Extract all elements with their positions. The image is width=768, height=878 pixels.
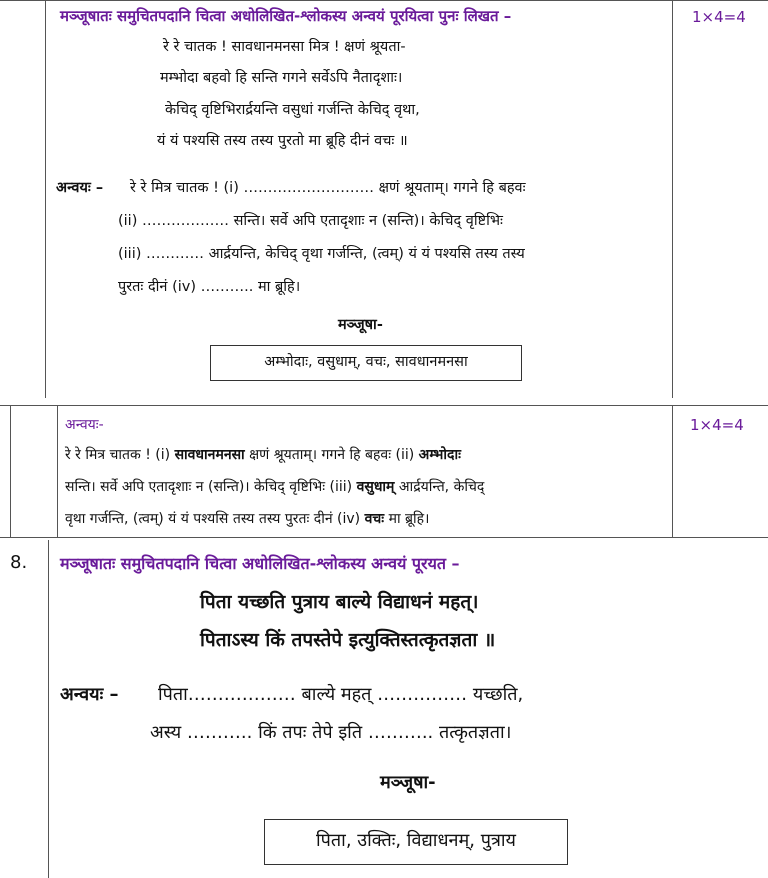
q8-instruction: मञ्जूषातः समुचितपदानि चित्वा अधोलिखित-श्लोकस्य अन्वयं पूरयत – [60,554,460,573]
answer-text: सन्ति। सर्वे अपि एतादृशाः न (सन्ति)। केचिद् वृष्टिभिः (iii) [65,479,357,495]
q8-manjusha-box [264,819,568,865]
anvaya-label: अन्वयः – [56,180,104,196]
answer-block [0,405,768,538]
q8-anvaya-label: अन्वयः – [60,684,119,705]
answer-text: वृथा गर्जन्ति, (त्वम्) यं यं पश्यसि तस्य तस्य पुरतः दीनं (iv) [65,511,365,527]
question-number: 8. [10,552,28,573]
q8-manjusha-words: पिता, उक्तिः, विद्याधनम्, पुत्राय [316,830,516,851]
manjusha-words: अम्भोदाः, वसुधाम्, वचः, सावधानमनसा [264,354,468,370]
answer-label: अन्वयः- [65,417,104,433]
anvaya-line-3: (iii) ………… आर्द्रयन्ति, केचिद् वृथा गर्जन्ति, (त्वम्) यं यं पश्यसि तस्य तस्य [118,246,525,262]
question-block [0,0,768,398]
answer-line-3 [65,509,429,528]
answer-text: मा ब्रूहि। [384,511,430,527]
anvaya-line-1: रे रे मित्र चातक ! (i) ……………………… क्षणं श्रूयताम्। गगने हि बहवः [130,180,526,196]
q8-shloka-line-1: पिता यच्छति पुत्राय बाल्ये विद्याधनं महत्। [200,591,479,613]
answer-text: आर्द्रयन्ति, केचिद् [394,479,485,495]
answer-line-2 [65,477,484,496]
manjusha-label: मञ्जूषा- [338,317,383,333]
answer-text: क्षणं श्रूयताम्। गगने हि बहवः (ii) [244,447,419,463]
table-border-marks [672,0,673,398]
question-8-block [0,540,768,878]
q8-shloka-line-2: पिताऽस्य किं तपस्तेपे इत्युक्तिस्तत्कृतज्ञता ॥ [200,629,496,651]
answer-fill-1: सावधानमनसा [174,447,245,463]
manjusha-box [210,345,522,381]
answer-border-outer [10,405,11,538]
shloka-line-4: यं यं पश्यसि तस्य तस्य पुरतो मा ब्रूहि दीनं वचः ॥ [157,133,408,149]
answer-fill-4: वचः [364,511,385,527]
answer-text: रे रे मित्र चातक ! (i) [65,447,175,463]
answer-marks: 1×4=4 [690,416,744,434]
answer-border-bottom [0,537,768,538]
q8-anvaya-line-1: पिता……………… बाल्ये महत् …………… यच्छति, [158,684,524,705]
answer-line-1 [65,445,461,464]
shloka-line-3: केचिद् वृष्टिभिरार्द्रयन्ति वसुधां गर्जन्ति केचिद् वृथा, [165,102,420,118]
q8-anvaya-line-2: अस्य ……….. किं तपः तेपे इति ……….. तत्कृतज्ञता। [150,722,512,743]
answer-fill-2: अम्भोदाः [418,447,461,463]
anvaya-line-2: (ii) ……………… सन्ति। सर्वे अपि एतादृशाः न (सन्ति)। केचिद् वृष्टिभिः [118,213,503,229]
shloka-line-1: रे रे चातक ! सावधानमनसा मित्र ! क्षणं श्रूयता- [163,39,406,55]
marks-label: 1×4=4 [692,8,746,26]
table-border-top [0,0,768,1]
shloka-line-2: मम्भोदा बहवो हि सन्ति गगने सर्वेऽपि नैतादृशाः। [160,70,403,86]
answer-fill-3: वसुधाम् [356,479,395,495]
q8-manjusha-label: मञ्जूषा- [380,772,436,793]
answer-border-marks [672,405,673,538]
q8-border-left [48,540,49,878]
anvaya-line-4: पुरतः दीनं (iv) ……….. मा ब्रूहि। [118,279,301,295]
answer-border-left [57,405,58,538]
answer-border-top [0,405,768,406]
table-border-left [45,0,46,398]
question-instruction: मञ्जूषातः समुचितपदानि चित्वा अधोलिखित-श्लोकस्य अन्वयं पूरयित्वा पुनः लिखत – [60,7,512,25]
